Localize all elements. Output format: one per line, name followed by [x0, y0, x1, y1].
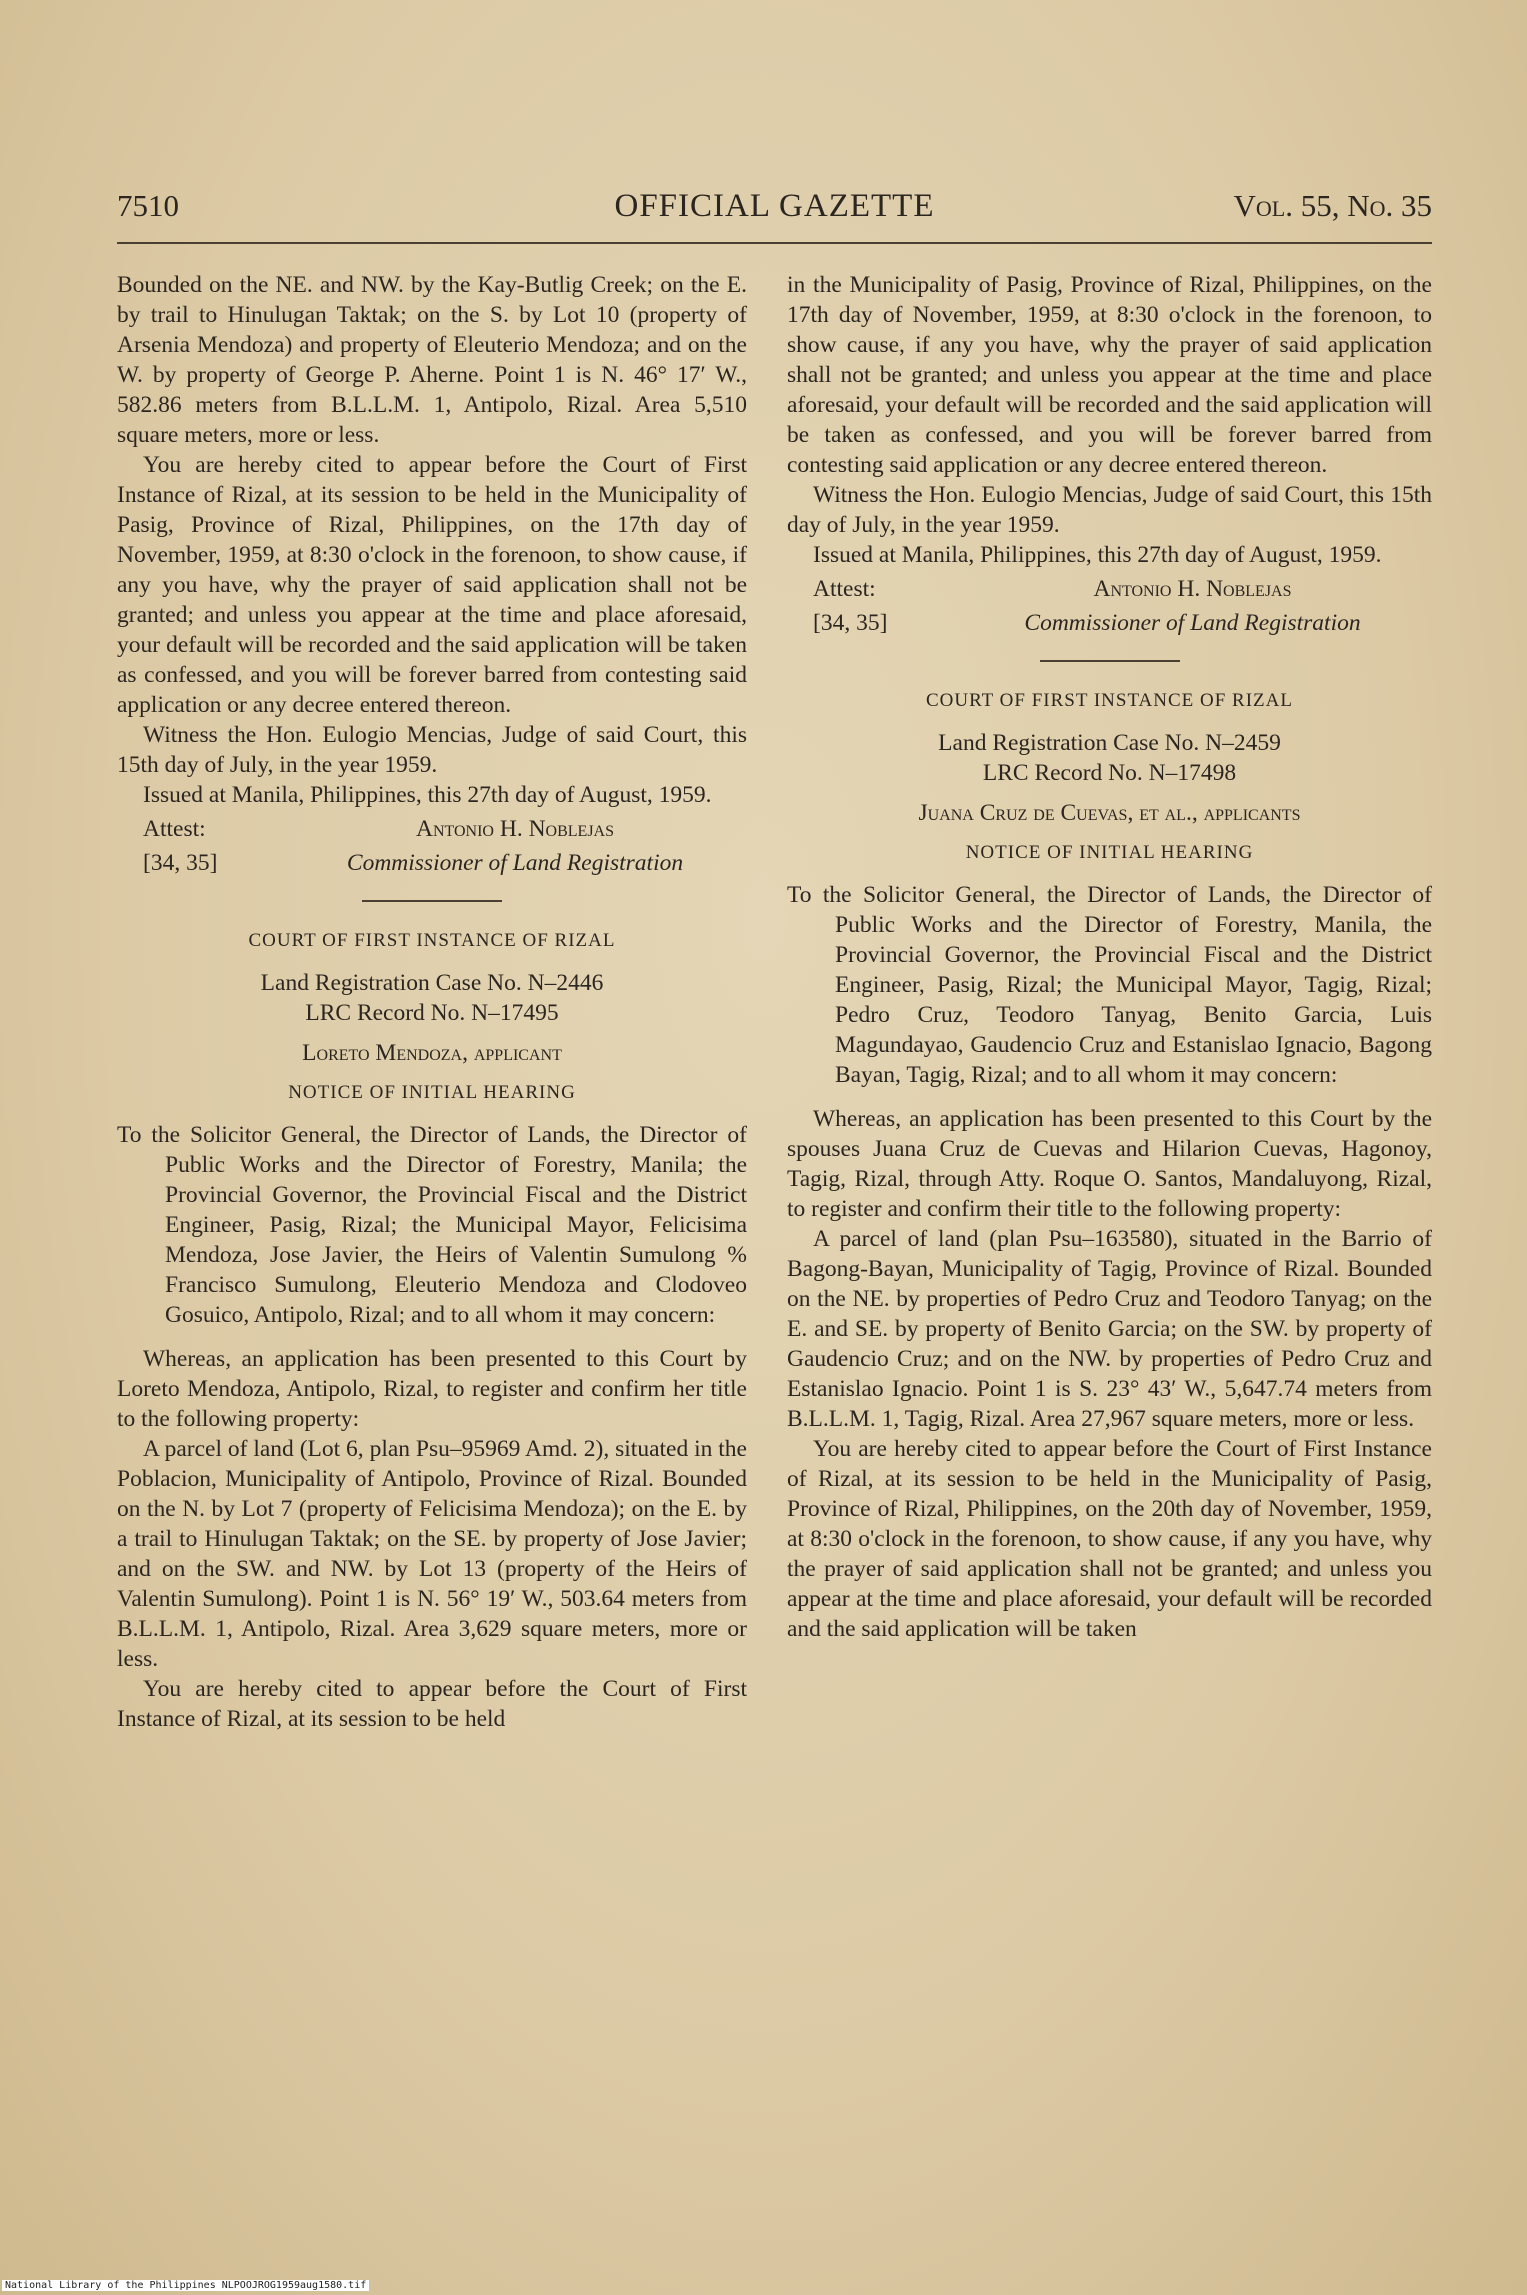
issue-reference: [34, 35]: [813, 610, 888, 636]
record-number: LRC Record No. N–17498: [982, 760, 1237, 786]
paragraph: Witness the Hon. Eulogio Mencias, Judge of said Court, this 15th day of July, in the year 1959.: [117, 722, 747, 778]
notice-heading: NOTICE OF INITIAL HEARING: [965, 842, 1254, 863]
addressees: To the Solicitor General, the Director of Lands, the Director of Public Works and the Director of Forestry, Manila, the Provincial Governor, the Provincial Fiscal and the District Engineer, Pasig, Rizal; the Municipal Mayor, Tagig, Rizal; Pedro Cruz, Teodoro Tanyag, Benito Garcia, Luis Magundayao, Gaudencio Cruz and Estanislao Ignacio, Bagong Bayan, Tagig, Rizal; and to all whom it may concern:: [787, 882, 1432, 1088]
attest-title: Commissioner of Land Registration: [1024, 610, 1361, 636]
court-heading: COURT OF FIRST INSTANCE OF RIZAL: [926, 690, 1293, 711]
paragraph: You are hereby cited to appear before the Court of First Instance of Rizal, at its session to be held: [117, 1676, 747, 1732]
page-header: [117, 188, 1432, 238]
attest-name: Antonio H. Noblejas: [1093, 576, 1292, 602]
paragraph: in the Municipality of Pasig, Province of Rizal, Philippines, on the 17th day of November, 1959, at 8:30 o'clock in the forenoon, to show cause, if any you have, why the prayer of said application shall not be granted; and unless you appear at the time and place aforesaid, your default will be recorded and the said application will be taken as confessed, and you will be forever barred from contesting said application or any decree entered thereon.: [787, 272, 1432, 478]
paragraph: Issued at Manila, Philippines, this 27th day of August, 1959.: [143, 782, 712, 808]
section-divider: [1040, 660, 1180, 662]
paragraph: You are hereby cited to appear before the Court of First Instance of Rizal, at its session to be held in the Municipality of Pasig, Province of Rizal, Philippines, on the 20th day of November, 1959, at 8:30 o'clock in the forenoon, to show cause, if any you have, why the prayer of said application shall not be granted; and unless you appear at the time and place aforesaid, your default will be recorded and the said application will be taken: [787, 1436, 1432, 1642]
paragraph: A parcel of land (Lot 6, plan Psu–95969 Amd. 2), situated in the Poblacion, Municipality of Antipolo, Province of Rizal. Bounded on the N. by Lot 7 (property of Felicisima Mendoza); on the E. by a trail to Hinulugan Taktak; on the SE. by property of Jose Javier; and on the SW. and NW. by Lot 13 (property of the Heirs of Valentin Sumulong). Point 1 is N. 56° 19′ W., 503.64 meters from B.L.L.M. 1, Antipolo, Rizal. Area 3,629 square meters, more or less.: [117, 1436, 747, 1672]
attest-label: Attest:: [143, 816, 206, 842]
court-heading: COURT OF FIRST INSTANCE OF RIZAL: [248, 930, 616, 951]
attest-block: [117, 814, 747, 844]
left-column: [117, 270, 747, 1734]
paragraph: Witness the Hon. Eulogio Mencias, Judge of said Court, this 15th day of July, in the year 1959.: [787, 482, 1432, 538]
attest-label: Attest:: [813, 576, 876, 602]
attest-block-title: [787, 608, 1432, 638]
attest-block: [787, 574, 1432, 604]
applicant-line: Loreto Mendoza, applicant: [302, 1040, 562, 1066]
attest-title: Commissioner of Land Registration: [346, 850, 684, 876]
paragraph: You are hereby cited to appear before the Court of First Instance of Rizal, at its session to be held in the Municipality of Pasig, Province of Rizal, Philippines, on the 17th day of November, 1959, at 8:30 o'clock in the forenoon, to show cause, if any you have, why the prayer of said application shall not be granted; and unless you appear at the time and place aforesaid, your default will be recorded and the said application will be taken as confessed, and you will be forever barred from contesting said application or any decree entered thereon.: [117, 452, 747, 718]
applicant-line: Juana Cruz de Cuevas, et al., applicants: [918, 800, 1301, 826]
paragraph: Whereas, an application has been presented to this Court by the spouses Juana Cruz de Cuevas and Hilarion Cuevas, Hagonoy, Tagig, Rizal, through Atty. Roque O. Santos, Mandaluyong, Rizal, to register and confirm their title to the following property:: [787, 1106, 1432, 1222]
addressees: To the Solicitor General, the Director of Lands, the Director of Public Works and the Director of Forestry, Manila; the Provincial Governor, the Provincial Fiscal and the District Engineer, Pasig, Rizal; the Municipal Mayor, Felicisima Mendoza, Jose Javier, the Heirs of Valentin Sumulong % Francisco Sumulong, Eleuterio Mendoza and Clodoveo Gosuico, Antipolo, Rizal; and to all whom it may concern:: [117, 1122, 747, 1328]
paragraph: Bounded on the NE. and NW. by the Kay-Butlig Creek; on the E. by trail to Hinulugan Taktak; on the S. by Lot 10 (property of Arsenia Mendoza) and property of Eleuterio Mendoza; and on the W. by property of George P. Aherne. Point 1 is N. 46° 17′ W., 582.86 meters from B.L.L.M. 1, Antipolo, Rizal. Area 5,510 square meters, more or less.: [117, 272, 747, 448]
volume-number: Vol. 55, No. 35: [1233, 188, 1432, 223]
paragraph: Issued at Manila, Philippines, this 27th day of August, 1959.: [813, 542, 1382, 568]
case-number: Land Registration Case No. N–2446: [260, 970, 604, 996]
record-number: LRC Record No. N–17495: [305, 1000, 559, 1026]
case-number: Land Registration Case No. N–2459: [938, 730, 1281, 756]
paragraph: Whereas, an application has been presented to this Court by Loreto Mendoza, Antipolo, Rizal, to register and confirm her title to the following property:: [117, 1346, 747, 1432]
attest-name: Antonio H. Noblejas: [415, 816, 615, 842]
page-number: 7510: [117, 188, 179, 223]
attest-block-title: [117, 848, 747, 878]
scan-footer: National Library of the Philippines NLPOOJROG1959aug1580.tif: [2, 2280, 369, 2291]
paragraph: A parcel of land (plan Psu–163580), situated in the Barrio of Bagong-Bayan, Municipality of Tagig, Province of Rizal. Bounded on the NE. by properties of Pedro Cruz and Teodoro Tanyag; on the E. and SE. by property of Benito Garcia; on the SW. by property of Gaudencio Cruz; and on the NW. by properties of Pedro Cruz and Estanislao Ignacio. Point 1 is S. 23° 43′ W., 5,647.74 meters from B.L.L.M. 1, Tagig, Rizal. Area 27,967 square meters, more or less.: [787, 1226, 1432, 1432]
section-divider: [362, 900, 502, 902]
publication-title: OFFICIAL GAZETTE: [614, 188, 935, 224]
notice-heading: NOTICE OF INITIAL HEARING: [288, 1082, 576, 1103]
header-rule: [117, 242, 1432, 244]
issue-reference: [34, 35]: [143, 850, 218, 876]
right-column: [787, 270, 1432, 1644]
